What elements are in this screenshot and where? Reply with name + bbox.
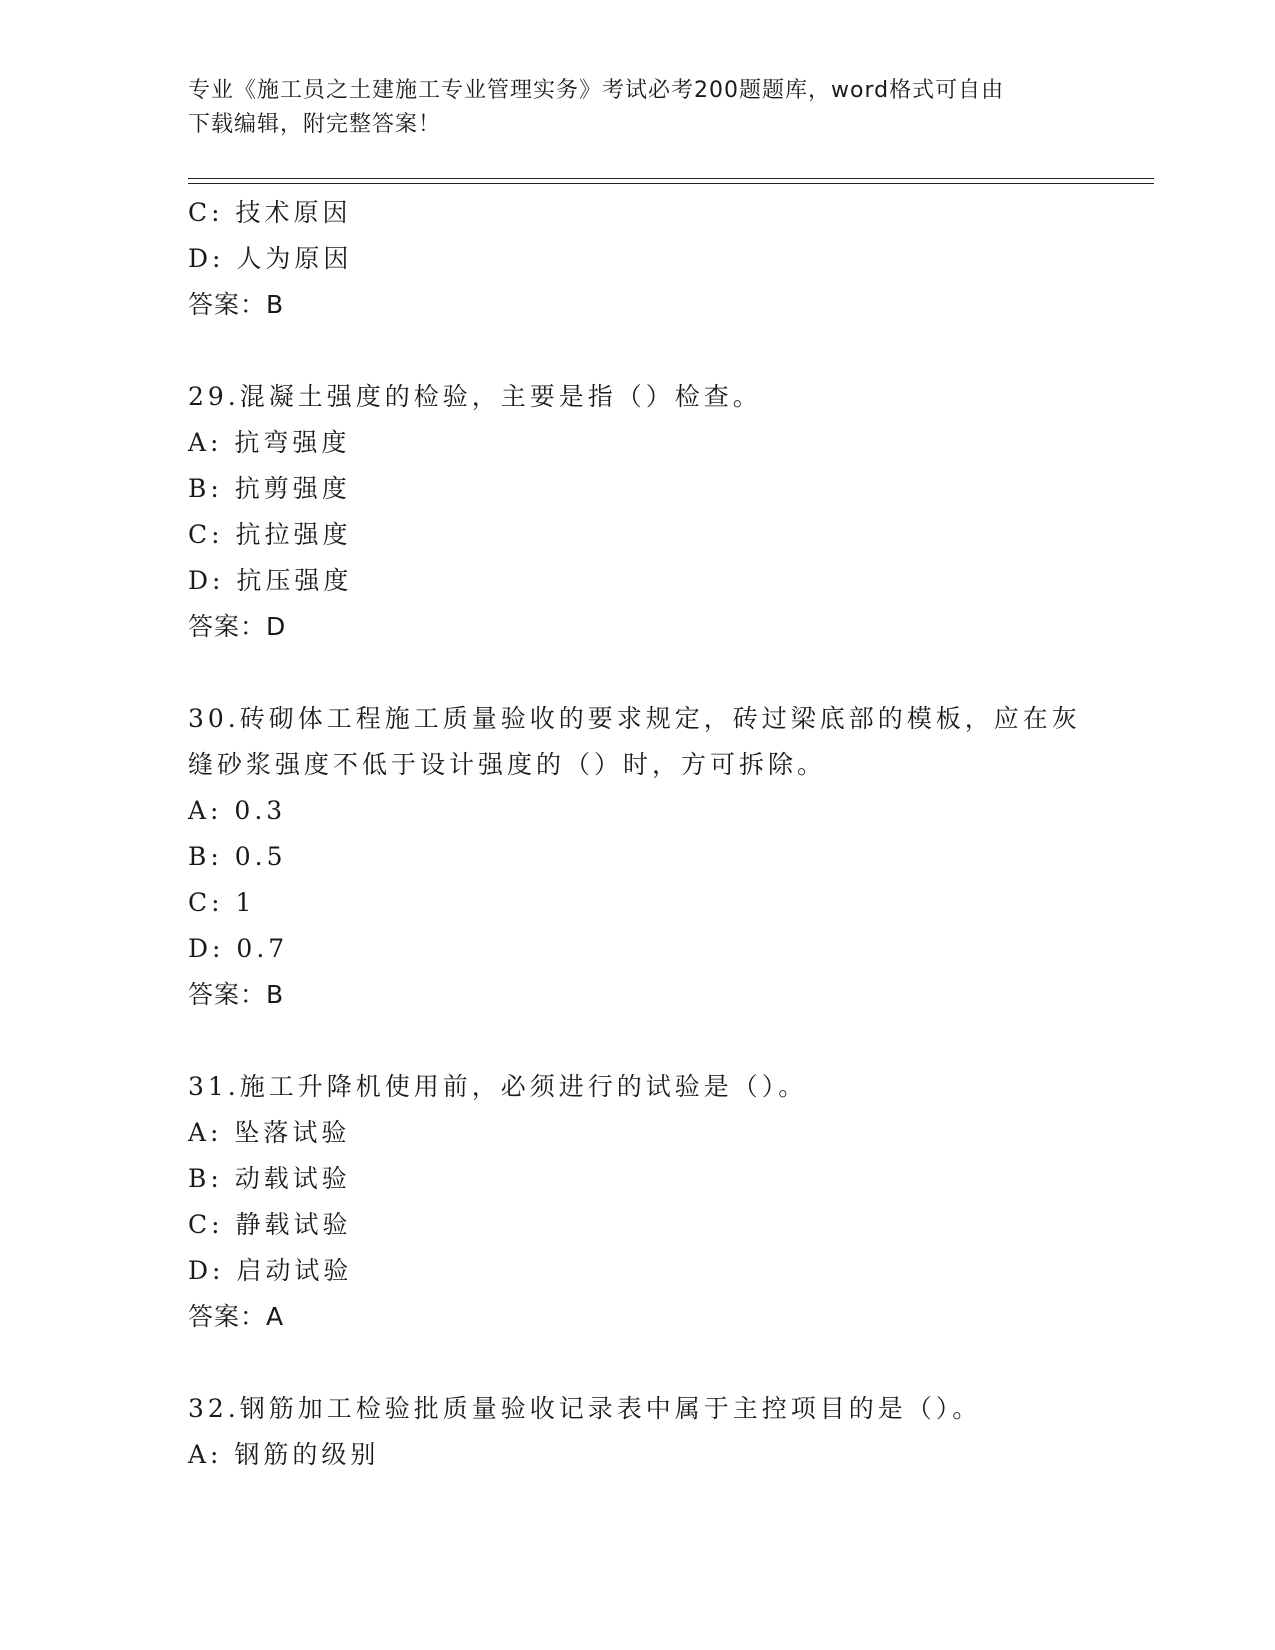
option-a: A: 0.3 xyxy=(188,796,287,825)
option-b: B: 动载试验 xyxy=(188,1164,351,1193)
header-line-1: 专业《施工员之土建施工专业管理实务》考试必考200题题库，word格式可自由 xyxy=(188,78,1005,103)
option-b: B: 抗剪强度 xyxy=(188,474,351,503)
answer-line: 答案：A xyxy=(188,1302,285,1331)
spacer xyxy=(188,1340,1088,1386)
option-a: A: 钢筋的级别 xyxy=(188,1440,380,1469)
option-a: A: 坠落试验 xyxy=(188,1118,351,1147)
answer-line: 答案：B xyxy=(188,290,285,319)
option-c: C: 1 xyxy=(188,888,256,917)
option-d: D: 0.7 xyxy=(188,934,289,963)
answer-line: 答案：D xyxy=(188,612,287,641)
option-c: C: 抗拉强度 xyxy=(188,520,352,549)
option-b: B: 0.5 xyxy=(188,842,287,871)
option-d: D: 抗压强度 xyxy=(188,566,353,595)
question-title: 32.钢筋加工检验批质量验收记录表中属于主控项目的是（）。 xyxy=(188,1394,982,1423)
question-content xyxy=(188,190,1088,1478)
header-divider-top xyxy=(188,178,1154,179)
question-title-line-1: 30.砖砌体工程施工质量验收的要求规定，砖过梁底部的模板，应在灰 xyxy=(188,704,1081,733)
spacer xyxy=(188,650,1088,696)
spacer xyxy=(188,1018,1088,1064)
answer-line: 答案：B xyxy=(188,980,285,1009)
option-a: A: 抗弯强度 xyxy=(188,428,351,457)
option-c: C: 静载试验 xyxy=(188,1210,352,1239)
question-title: 29.混凝土强度的检验，主要是指（）检查。 xyxy=(188,382,762,411)
option-d: D: 人为原因 xyxy=(188,244,353,273)
question-title-line-2: 缝砂浆强度不低于设计强度的（）时，方可拆除。 xyxy=(188,750,827,779)
option-d: D: 启动试验 xyxy=(188,1256,353,1285)
document-header xyxy=(188,74,1068,142)
header-divider-bottom xyxy=(188,183,1154,184)
header-line-2: 下载编辑，附完整答案！ xyxy=(188,112,442,137)
option-c: C: 技术原因 xyxy=(188,198,352,227)
spacer xyxy=(188,328,1088,374)
question-title: 31.施工升降机使用前，必须进行的试验是（）。 xyxy=(188,1072,808,1101)
